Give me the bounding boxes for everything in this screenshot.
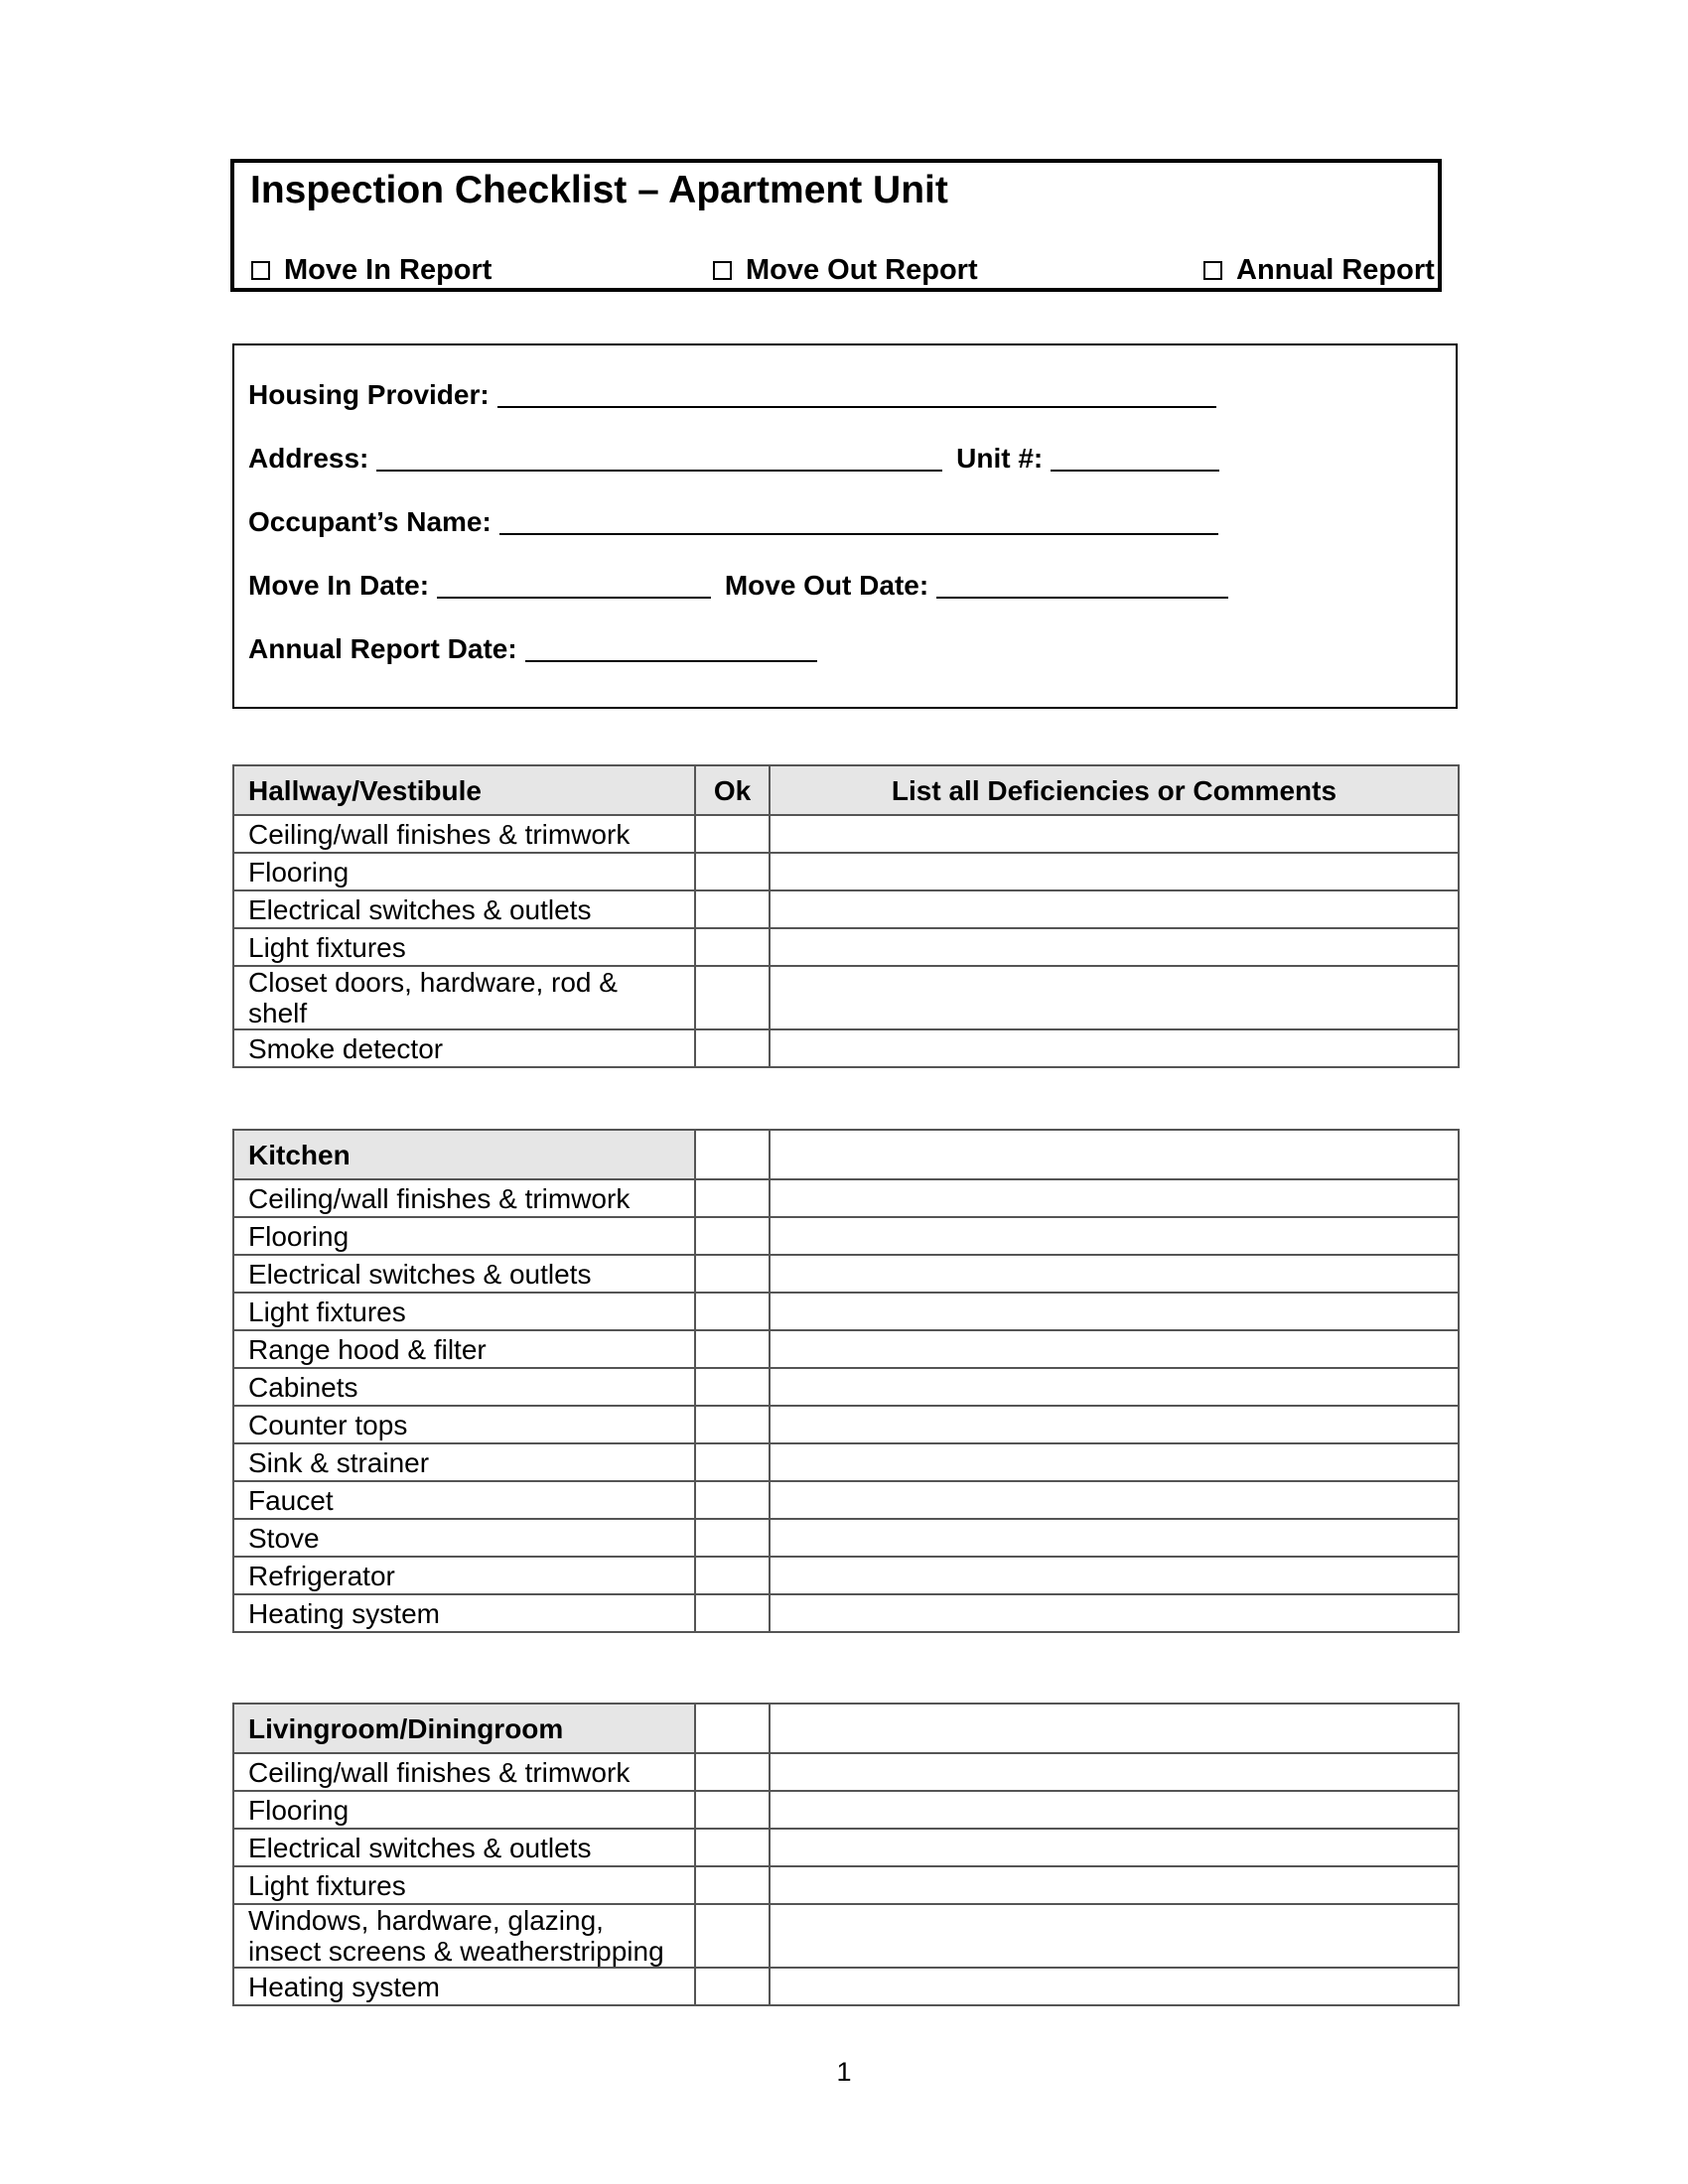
table-row	[233, 1594, 1459, 1632]
table-row	[233, 815, 1459, 853]
ok-cell[interactable]	[695, 815, 770, 853]
item-label: Cabinets	[233, 1368, 695, 1406]
ok-cell[interactable]	[695, 1519, 770, 1557]
table-row	[233, 1217, 1459, 1255]
ok-cell[interactable]	[695, 1594, 770, 1632]
table-row	[233, 1829, 1459, 1866]
ok-column-header	[695, 1704, 770, 1753]
item-label: Range hood & filter	[233, 1330, 695, 1368]
item-label: Sink & strainer	[233, 1443, 695, 1481]
comment-cell[interactable]	[770, 853, 1459, 890]
comment-cell[interactable]	[770, 1029, 1459, 1067]
ok-column-header: Ok	[695, 765, 770, 815]
item-label: Electrical switches & outlets	[233, 1255, 695, 1293]
comment-cell[interactable]	[770, 1443, 1459, 1481]
item-label: Light fixtures	[233, 1293, 695, 1330]
ok-cell[interactable]	[695, 928, 770, 966]
ok-cell[interactable]	[695, 1866, 770, 1904]
housing-provider-field[interactable]	[248, 379, 1216, 411]
ok-column-header	[695, 1130, 770, 1179]
comment-cell[interactable]	[770, 1330, 1459, 1368]
table-row	[233, 1557, 1459, 1594]
housing-provider-blank[interactable]	[497, 380, 1216, 408]
section-title: Livingroom/Diningroom	[233, 1704, 695, 1753]
item-label: Light fixtures	[233, 928, 695, 966]
comment-cell[interactable]	[770, 1968, 1459, 2005]
move-in-date-blank[interactable]	[437, 571, 711, 599]
comments-column-header: List all Deficiencies or Comments	[770, 765, 1459, 815]
comment-cell[interactable]	[770, 1481, 1459, 1519]
table-header-row	[233, 1704, 1459, 1753]
ok-cell[interactable]	[695, 1406, 770, 1443]
livingroom-diningroom-table	[232, 1703, 1460, 2006]
move-in-report-option[interactable]	[251, 254, 492, 287]
ok-cell[interactable]	[695, 1255, 770, 1293]
ok-cell[interactable]	[695, 1179, 770, 1217]
table-header-row	[233, 765, 1459, 815]
comment-cell[interactable]	[770, 1594, 1459, 1632]
section-title: Hallway/Vestibule	[233, 765, 695, 815]
unit-blank[interactable]	[1051, 444, 1219, 472]
table-row	[233, 1330, 1459, 1368]
address-blank[interactable]	[376, 444, 942, 472]
page-number: 1	[836, 2057, 852, 2087]
unit-label: Unit #:	[956, 443, 1044, 474]
ok-cell[interactable]	[695, 890, 770, 928]
ok-cell[interactable]	[695, 966, 770, 1029]
occupant-name-label: Occupant’s Name:	[248, 506, 492, 537]
ok-cell[interactable]	[695, 1829, 770, 1866]
item-label: Ceiling/wall finishes & trimwork	[233, 1179, 695, 1217]
ok-cell[interactable]	[695, 1753, 770, 1791]
comment-cell[interactable]	[770, 1519, 1459, 1557]
table-row	[233, 966, 1459, 1029]
item-label: Refrigerator	[233, 1557, 695, 1594]
ok-cell[interactable]	[695, 1791, 770, 1829]
table-row	[233, 1293, 1459, 1330]
table-row	[233, 1443, 1459, 1481]
comment-cell[interactable]	[770, 1753, 1459, 1791]
table-row	[233, 1368, 1459, 1406]
move-in-date-field[interactable]	[248, 570, 1228, 602]
table-row	[233, 1255, 1459, 1293]
move-in-date-label: Move In Date:	[248, 570, 430, 601]
comment-cell[interactable]	[770, 815, 1459, 853]
item-label: Counter tops	[233, 1406, 695, 1443]
annual-report-date-blank[interactable]	[525, 634, 817, 662]
ok-cell[interactable]	[695, 1968, 770, 2005]
annual-report-label: Annual Report	[1236, 254, 1435, 286]
comment-cell[interactable]	[770, 1293, 1459, 1330]
move-out-report-label: Move Out Report	[746, 254, 978, 286]
comment-cell[interactable]	[770, 966, 1459, 1029]
annual-report-date-field[interactable]	[248, 633, 817, 665]
comments-column-header	[770, 1704, 1459, 1753]
comment-cell[interactable]	[770, 1406, 1459, 1443]
item-label: Ceiling/wall finishes & trimwork	[233, 815, 695, 853]
item-label: Faucet	[233, 1481, 695, 1519]
item-label: Smoke detector	[233, 1029, 695, 1067]
item-label: Electrical switches & outlets	[233, 890, 695, 928]
ok-cell[interactable]	[695, 1443, 770, 1481]
table-row	[233, 928, 1459, 966]
ok-cell[interactable]	[695, 1330, 770, 1368]
ok-cell[interactable]	[695, 1029, 770, 1067]
ok-cell[interactable]	[695, 1293, 770, 1330]
table-row	[233, 1406, 1459, 1443]
table-row	[233, 1179, 1459, 1217]
address-label: Address:	[248, 443, 369, 474]
annual-report-date-label: Annual Report Date:	[248, 633, 517, 664]
item-label: Closet doors, hardware, rod & shelf	[233, 966, 695, 1029]
item-label: Heating system	[233, 1594, 695, 1632]
comments-column-header	[770, 1130, 1459, 1179]
table-row	[233, 1968, 1459, 2005]
table-row	[233, 1481, 1459, 1519]
housing-provider-label: Housing Provider:	[248, 379, 490, 410]
occupant-name-field[interactable]	[248, 506, 1218, 538]
item-label: Electrical switches & outlets	[233, 1829, 695, 1866]
comment-cell[interactable]	[770, 1255, 1459, 1293]
item-label: Flooring	[233, 1217, 695, 1255]
item-label: Flooring	[233, 1791, 695, 1829]
comment-cell[interactable]	[770, 928, 1459, 966]
hallway-vestibule-table	[232, 764, 1460, 1068]
comment-cell[interactable]	[770, 1217, 1459, 1255]
address-field[interactable]	[248, 443, 1219, 475]
item-label: Light fixtures	[233, 1866, 695, 1904]
comment-cell[interactable]	[770, 1904, 1459, 1968]
occupant-name-blank[interactable]	[499, 507, 1218, 535]
comment-cell[interactable]	[770, 1179, 1459, 1217]
table-row	[233, 1753, 1459, 1791]
checkbox[interactable]	[713, 261, 732, 280]
move-out-date-blank[interactable]	[936, 571, 1228, 599]
ok-cell[interactable]	[695, 1368, 770, 1406]
ok-cell[interactable]	[695, 1557, 770, 1594]
ok-cell[interactable]	[695, 1904, 770, 1968]
comment-cell[interactable]	[770, 890, 1459, 928]
comment-cell[interactable]	[770, 1368, 1459, 1406]
section-title: Kitchen	[233, 1130, 695, 1179]
ok-cell[interactable]	[695, 1481, 770, 1519]
item-label: Windows, hardware, glazing, insect screens & weatherstripping	[233, 1904, 695, 1968]
item-label: Stove	[233, 1519, 695, 1557]
move-in-report-label: Move In Report	[284, 254, 492, 286]
ok-cell[interactable]	[695, 853, 770, 890]
move-out-report-option[interactable]	[713, 254, 978, 287]
comment-cell[interactable]	[770, 1791, 1459, 1829]
table-header-row	[233, 1130, 1459, 1179]
checkbox[interactable]	[251, 261, 270, 280]
annual-report-option[interactable]	[1203, 254, 1435, 287]
page-title: Inspection Checklist – Apartment Unit	[250, 169, 948, 211]
comment-cell[interactable]	[770, 1557, 1459, 1594]
table-row	[233, 1904, 1459, 1968]
comment-cell[interactable]	[770, 1866, 1459, 1904]
table-row	[233, 1519, 1459, 1557]
checkbox[interactable]	[1203, 261, 1222, 280]
table-row	[233, 853, 1459, 890]
table-row	[233, 1866, 1459, 1904]
ok-cell[interactable]	[695, 1217, 770, 1255]
kitchen-table	[232, 1129, 1460, 1633]
item-label: Ceiling/wall finishes & trimwork	[233, 1753, 695, 1791]
comment-cell[interactable]	[770, 1829, 1459, 1866]
table-row	[233, 1791, 1459, 1829]
table-row	[233, 890, 1459, 928]
move-out-date-label: Move Out Date:	[724, 570, 929, 601]
item-label: Flooring	[233, 853, 695, 890]
item-label: Heating system	[233, 1968, 695, 2005]
table-row	[233, 1029, 1459, 1067]
